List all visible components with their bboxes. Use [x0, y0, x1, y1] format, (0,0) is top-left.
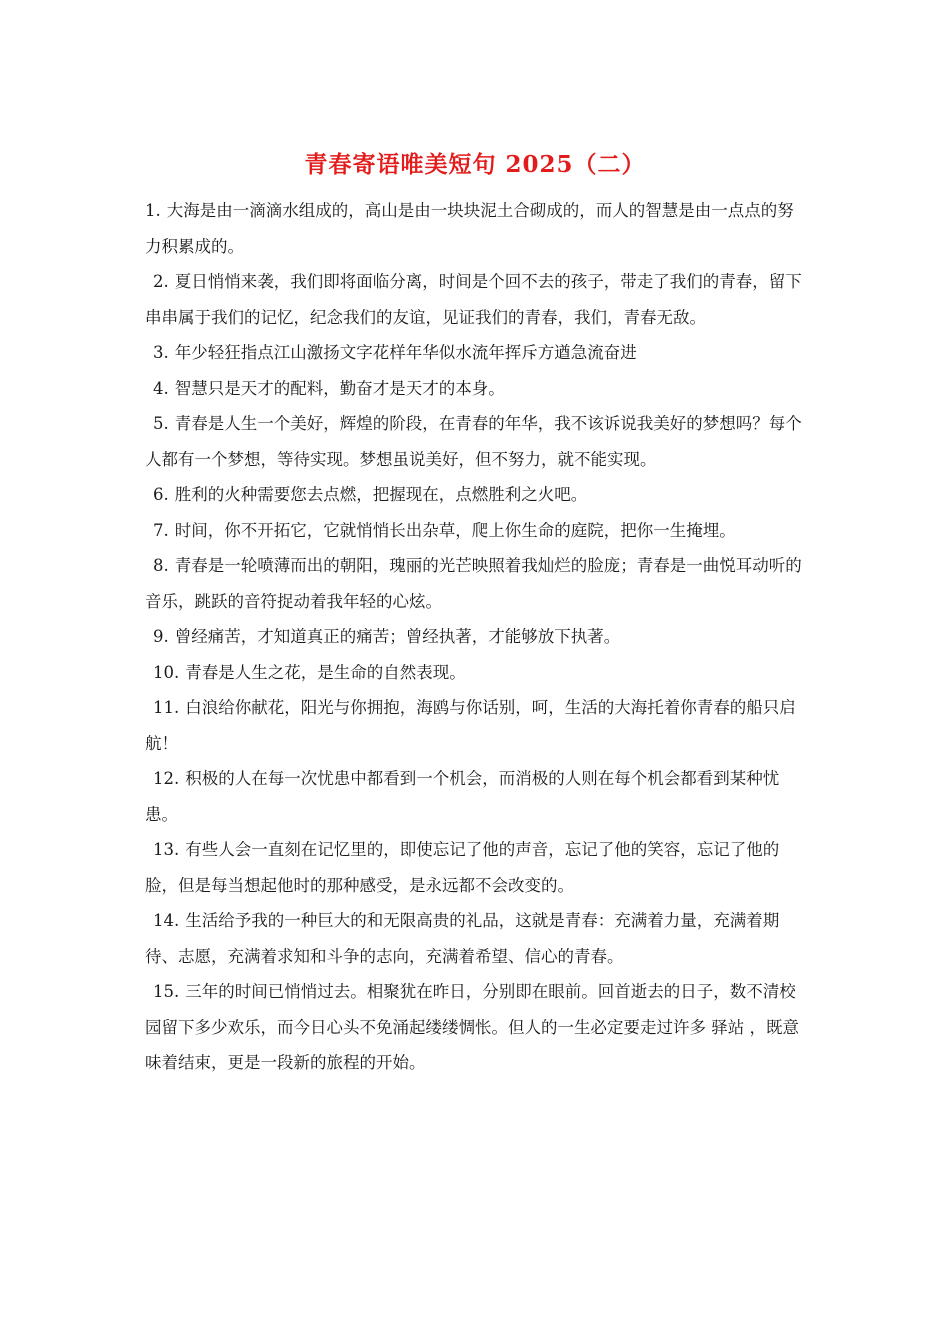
item-text: 年少轻狂指点江山激扬文字花样年华似水流年挥斥方遒急流奋进 [174, 343, 637, 362]
item-text: 青春是人生一个美好，辉煌的阶段，在青春的年华，我不该诉说我美好的梦想吗？每个人都有一个梦想，等待实现。梦想虽说美好，但不努力，就不能实现。 [145, 414, 802, 469]
list-item [145, 371, 810, 407]
item-text: 积极的人在每一次忧患中都看到一个机会，而消极的人则在每个机会都看到某种忧患。 [145, 769, 780, 824]
item-text: 有些人会一直刻在记忆里的，即使忘记了他的声音，忘记了他的笑容，忘记了他的脸，但是每当想起他时的那种感受，是永远都不会改变的。 [145, 840, 780, 895]
list-item [145, 406, 810, 477]
quote-list [145, 193, 810, 1081]
item-number: 13. [153, 840, 180, 859]
item-text: 生活给予我的一种巨大的和无限高贵的礼品，这就是青春：充满着力量，充满着期待、志愿，充满着求知和斗争的志向，充满着希望、信心的青春。 [145, 911, 780, 966]
item-number: 12. [153, 769, 180, 788]
item-number: 7. [153, 520, 169, 540]
item-text: 大海是由一滴滴水组成的，高山是由一块块泥土合砌成的，而人的智慧是由一点点的努力积累成的。 [145, 201, 794, 256]
item-number: 4. [153, 378, 169, 398]
item-number: 8. [153, 556, 169, 575]
item-text: 白浪给你献花，阳光与你拥抱，海鸥与你话别，呵，生活的大海托着你青春的船只启航！ [145, 698, 796, 753]
list-item [145, 193, 810, 264]
list-item [145, 690, 810, 761]
list-item [145, 903, 810, 974]
item-number: 10. [153, 662, 180, 682]
item-text: 青春是人生之花，是生命的自然表现。 [185, 662, 466, 682]
item-number: 2. [153, 272, 169, 291]
item-number: 3. [153, 343, 169, 362]
list-item [145, 832, 810, 903]
list-item [145, 264, 810, 335]
item-text: 曾经痛苦，才知道真正的痛苦；曾经执著，才能够放下执著。 [174, 627, 621, 646]
item-number: 5. [153, 414, 169, 433]
item-text: 时间，你不开拓它，它就悄悄长出杂草，爬上你生命的庭院，把你一生掩埋。 [174, 520, 736, 540]
item-text: 青春是一轮喷薄而出的朝阳，瑰丽的光芒映照着我灿烂的脸庞；青春是一曲悦耳动听的音乐，跳跃的音符捉动着我年轻的心炫。 [145, 556, 802, 611]
item-text: 三年的时间已悄悄过去。相聚犹在昨日，分别即在眼前。回首逝去的日子，数不清校园留下多少欢乐，而今日心头不免涌起缕缕惆怅。但人的一生必定要走过许多 驿站 ，既意味着结束，更是一段新的旅程的开始。 [145, 982, 799, 1072]
list-item [145, 655, 810, 691]
list-item [145, 513, 810, 549]
item-text: 智慧只是天才的配料，勤奋才是天才的本身。 [174, 378, 505, 398]
item-number: 15. [153, 982, 180, 1001]
item-number: 1. [145, 201, 161, 220]
list-item [145, 477, 810, 513]
list-item [145, 335, 810, 371]
item-number: 14. [153, 911, 180, 930]
item-text: 胜利的火种需要您去点燃，把握现在，点燃胜利之火吧。 [174, 485, 588, 504]
list-item [145, 761, 810, 832]
item-text: 夏日悄悄来袭，我们即将面临分离，时间是个回不去的孩子，带走了我们的青春，留下串串属于我们的记忆，纪念我们的友谊，见证我们的青春，我们，青春无敌。 [145, 272, 802, 327]
item-number: 11. [153, 698, 180, 717]
document-title: 青春寄语唯美短句 2025（二） [304, 151, 646, 178]
list-item [145, 974, 810, 1081]
list-item [145, 548, 810, 619]
item-number: 6. [153, 485, 169, 504]
item-number: 9. [153, 627, 169, 646]
list-item [145, 619, 810, 655]
